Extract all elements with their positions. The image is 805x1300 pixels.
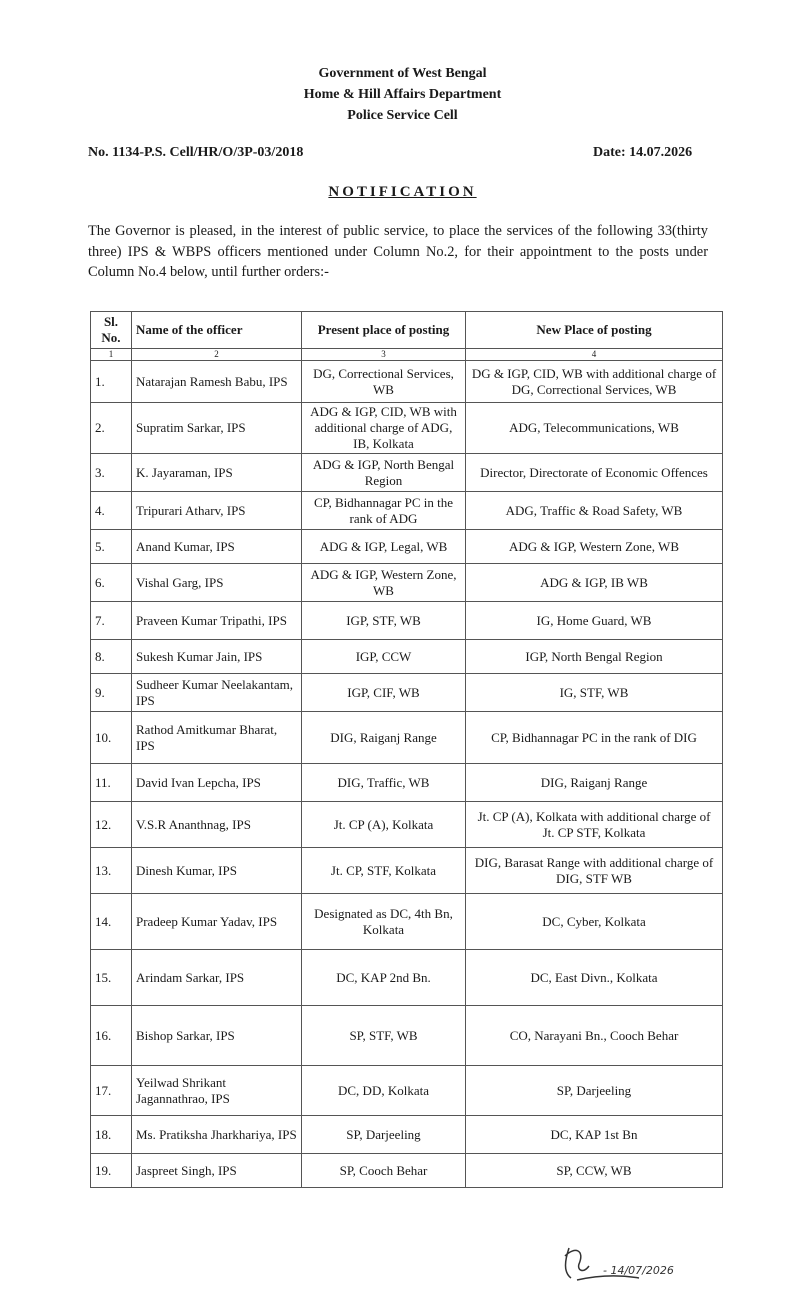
notification-title bbox=[0, 184, 805, 201]
present-posting: CP, Bidhannagar PC in the rank of ADG bbox=[302, 492, 466, 530]
intro-paragraph: The Governor is pleased, in the interest of public service, to place the services of the following 33(thirty three) IPS & WBPS officers mentioned under Column No.2, for their appointment to the posts under Column No.4 below, until further orders:- bbox=[88, 223, 708, 280]
column-number: 3 bbox=[302, 349, 466, 361]
present-posting: ADG & IGP, Legal, WB bbox=[302, 530, 466, 564]
officer-name: Praveen Kumar Tripathi, IPS bbox=[132, 602, 302, 640]
svg-text:- 14/07/2026: - 14/07/2026 bbox=[603, 1264, 674, 1277]
column-number: 2 bbox=[132, 349, 302, 361]
new-posting: ADG & IGP, IB WB bbox=[466, 564, 723, 602]
table-row bbox=[91, 674, 723, 712]
serial-number: 19. bbox=[91, 1154, 132, 1188]
new-posting: CO, Narayani Bn., Cooch Behar bbox=[466, 1006, 723, 1066]
officer-name: Sudheer Kumar Neelakantam, IPS bbox=[132, 674, 302, 712]
serial-number: 4. bbox=[91, 492, 132, 530]
column-number: 1 bbox=[91, 349, 132, 361]
present-posting: ADG & IGP, North Bengal Region bbox=[302, 454, 466, 492]
new-posting: DC, Cyber, Kolkata bbox=[466, 894, 723, 950]
table-row bbox=[91, 712, 723, 764]
officer-name: V.S.R Ananthnag, IPS bbox=[132, 802, 302, 848]
new-posting: DIG, Barasat Range with additional charge of DIG, STF WB bbox=[466, 848, 723, 894]
table-row bbox=[91, 454, 723, 492]
present-posting: IGP, STF, WB bbox=[302, 602, 466, 640]
serial-number: 7. bbox=[91, 602, 132, 640]
officer-name: Anand Kumar, IPS bbox=[132, 530, 302, 564]
serial-number: 6. bbox=[91, 564, 132, 602]
present-posting: SP, Darjeeling bbox=[302, 1116, 466, 1154]
new-posting: Jt. CP (A), Kolkata with additional charge of Jt. CP STF, Kolkata bbox=[466, 802, 723, 848]
column-number-row bbox=[91, 349, 723, 361]
officer-name: Jaspreet Singh, IPS bbox=[132, 1154, 302, 1188]
present-posting: DG, Correctional Services, WB bbox=[302, 361, 466, 403]
present-posting: SP, Cooch Behar bbox=[302, 1154, 466, 1188]
serial-number: 1. bbox=[91, 361, 132, 403]
present-posting: IGP, CCW bbox=[302, 640, 466, 674]
present-posting: ADG & IGP, CID, WB with additional charge of ADG, IB, Kolkata bbox=[302, 403, 466, 454]
new-posting: DIG, Raiganj Range bbox=[466, 764, 723, 802]
officers-table bbox=[90, 311, 723, 1188]
table-row bbox=[91, 403, 723, 454]
new-posting: DC, East Divn., Kolkata bbox=[466, 950, 723, 1006]
new-posting: IG, Home Guard, WB bbox=[466, 602, 723, 640]
department-name: Home & Hill Affairs Department bbox=[303, 87, 502, 102]
govt-name: Government of West Bengal bbox=[318, 66, 487, 81]
serial-number: 12. bbox=[91, 802, 132, 848]
new-posting: IG, STF, WB bbox=[466, 674, 723, 712]
table-row bbox=[91, 361, 723, 403]
present-posting: DIG, Traffic, WB bbox=[302, 764, 466, 802]
present-posting: DC, KAP 2nd Bn. bbox=[302, 950, 466, 1006]
reference-number: No. 1134-P.S. Cell/HR/O/3P-03/2018 bbox=[88, 145, 304, 160]
new-posting: ADG, Telecommunications, WB bbox=[466, 403, 723, 454]
table-row bbox=[91, 802, 723, 848]
present-posting: DIG, Raiganj Range bbox=[302, 712, 466, 764]
new-posting: ADG, Traffic & Road Safety, WB bbox=[466, 492, 723, 530]
table-row bbox=[91, 564, 723, 602]
table-row bbox=[91, 1066, 723, 1116]
serial-number: 18. bbox=[91, 1116, 132, 1154]
table-row bbox=[91, 602, 723, 640]
table-row bbox=[91, 1154, 723, 1188]
table-row bbox=[91, 894, 723, 950]
present-posting: ADG & IGP, Western Zone, WB bbox=[302, 564, 466, 602]
new-posting: ADG & IGP, Western Zone, WB bbox=[466, 530, 723, 564]
serial-number: 9. bbox=[91, 674, 132, 712]
header-name: Name of the officer bbox=[132, 312, 302, 349]
table-row bbox=[91, 950, 723, 1006]
officer-name: Natarajan Ramesh Babu, IPS bbox=[132, 361, 302, 403]
present-posting: DC, DD, Kolkata bbox=[302, 1066, 466, 1116]
serial-number: 10. bbox=[91, 712, 132, 764]
officer-name: Bishop Sarkar, IPS bbox=[132, 1006, 302, 1066]
present-posting: IGP, CIF, WB bbox=[302, 674, 466, 712]
officer-name: Tripurari Atharv, IPS bbox=[132, 492, 302, 530]
officer-name: Rathod Amitkumar Bharat, IPS bbox=[132, 712, 302, 764]
table-row bbox=[91, 848, 723, 894]
table-row bbox=[91, 1006, 723, 1066]
serial-number: 15. bbox=[91, 950, 132, 1006]
serial-number: 2. bbox=[91, 403, 132, 454]
table-row bbox=[91, 492, 723, 530]
title-text: NOTIFICATION bbox=[328, 184, 477, 200]
header-present-posting: Present place of posting bbox=[302, 312, 466, 349]
table-row bbox=[91, 764, 723, 802]
cell-name: Police Service Cell bbox=[347, 108, 458, 123]
officer-name: Dinesh Kumar, IPS bbox=[132, 848, 302, 894]
table-row bbox=[91, 530, 723, 564]
officer-name: Ms. Pratiksha Jharkhariya, IPS bbox=[132, 1116, 302, 1154]
new-posting: DC, KAP 1st Bn bbox=[466, 1116, 723, 1154]
new-posting: SP, CCW, WB bbox=[466, 1154, 723, 1188]
present-posting: Jt. CP (A), Kolkata bbox=[302, 802, 466, 848]
new-posting: IGP, North Bengal Region bbox=[466, 640, 723, 674]
officer-name: Sukesh Kumar Jain, IPS bbox=[132, 640, 302, 674]
header-sl-no: Sl. No. bbox=[91, 312, 132, 349]
new-posting: CP, Bidhannagar PC in the rank of DIG bbox=[466, 712, 723, 764]
officer-name: Supratim Sarkar, IPS bbox=[132, 403, 302, 454]
table-row bbox=[91, 1116, 723, 1154]
header-new-posting: New Place of posting bbox=[466, 312, 723, 349]
serial-number: 11. bbox=[91, 764, 132, 802]
new-posting: Director, Directorate of Economic Offences bbox=[466, 454, 723, 492]
column-number: 4 bbox=[466, 349, 723, 361]
new-posting: SP, Darjeeling bbox=[466, 1066, 723, 1116]
officer-name: David Ivan Lepcha, IPS bbox=[132, 764, 302, 802]
serial-number: 5. bbox=[91, 530, 132, 564]
serial-number: 8. bbox=[91, 640, 132, 674]
notification-date: Date: 14.07.2026 bbox=[593, 145, 693, 160]
present-posting: SP, STF, WB bbox=[302, 1006, 466, 1066]
officer-name: Vishal Garg, IPS bbox=[132, 564, 302, 602]
officer-name: Pradeep Kumar Yadav, IPS bbox=[132, 894, 302, 950]
table-row bbox=[91, 640, 723, 674]
serial-number: 16. bbox=[91, 1006, 132, 1066]
present-posting: Jt. CP, STF, Kolkata bbox=[302, 848, 466, 894]
table-header-row bbox=[91, 312, 723, 349]
serial-number: 3. bbox=[91, 454, 132, 492]
officer-name: Arindam Sarkar, IPS bbox=[132, 950, 302, 1006]
officer-name: K. Jayaraman, IPS bbox=[132, 454, 302, 492]
new-posting: DG & IGP, CID, WB with additional charge of DG, Correctional Services, WB bbox=[466, 361, 723, 403]
serial-number: 14. bbox=[91, 894, 132, 950]
officer-name: Yeilwad Shrikant Jagannathrao, IPS bbox=[132, 1066, 302, 1116]
serial-number: 13. bbox=[91, 848, 132, 894]
serial-number: 17. bbox=[91, 1066, 132, 1116]
present-posting: Designated as DC, 4th Bn, Kolkata bbox=[302, 894, 466, 950]
signature bbox=[555, 1240, 685, 1290]
